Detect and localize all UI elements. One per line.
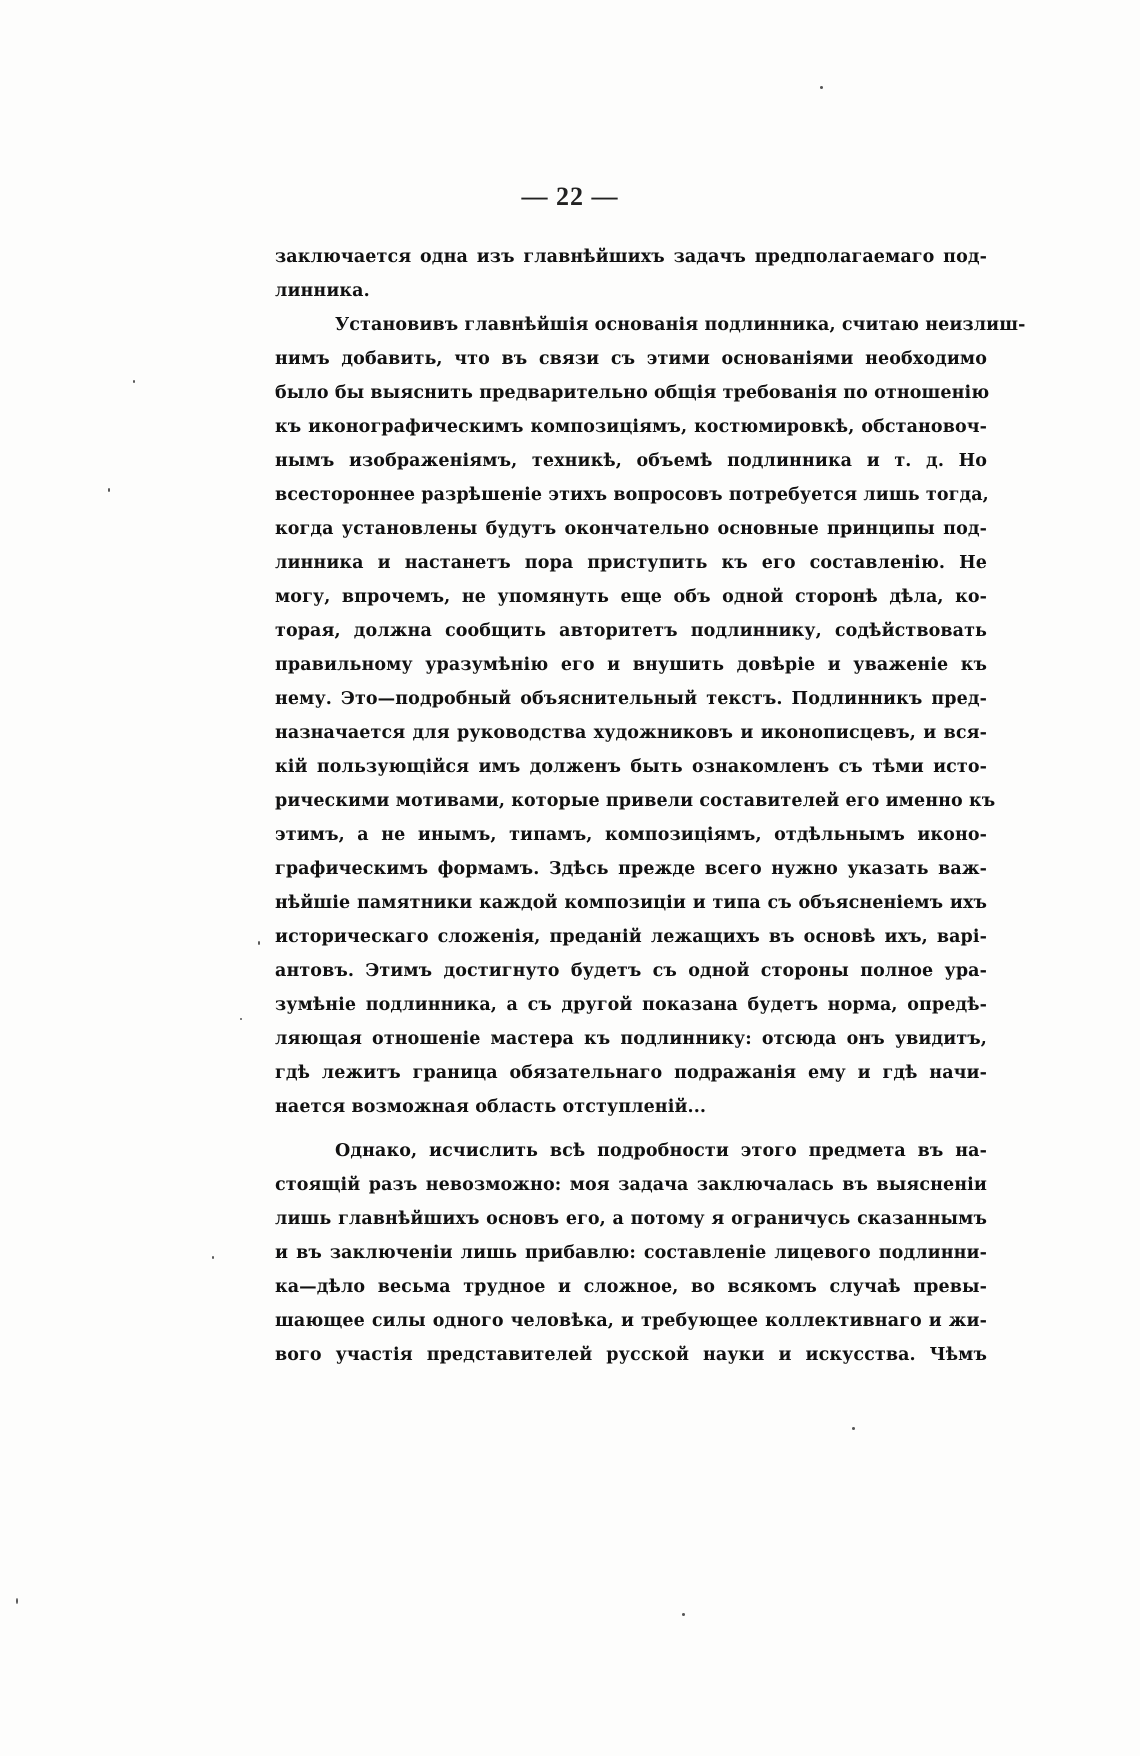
text-line: было бы выяснить предварительно общія требованія по отношенію xyxy=(275,383,990,403)
text-line: когда установлены будутъ окончательно основные принципы под- xyxy=(275,519,987,539)
scan-speck xyxy=(852,1427,855,1430)
text-line: всестороннее разрѣшеніе этихъ вопросовъ потребуется лишь тогда, xyxy=(275,485,989,505)
text-line: нается возможная область отступленій... xyxy=(275,1097,707,1117)
text-line: шающее силы одного человѣка, и требующее коллективнаго и жи- xyxy=(275,1311,987,1331)
page-number: — 22 — xyxy=(521,182,619,211)
text-line: правильному уразумѣнію его и внушить довѣріе и уваженіе къ xyxy=(275,655,987,675)
text-line: зумѣніе подлинника, а съ другой показана будетъ норма, опредѣ- xyxy=(275,995,987,1015)
text-line: гдѣ лежитъ граница обязательнаго подражанія ему и гдѣ начи- xyxy=(275,1063,987,1083)
scan-speck xyxy=(16,1598,18,1604)
text-line: этимъ, а не инымъ, типамъ, композиціямъ, отдѣльнымъ иконо- xyxy=(275,825,987,845)
scan-speck xyxy=(108,488,110,492)
text-line: и въ заключеніи лишь прибавлю: составленіе лицевого подлинни- xyxy=(275,1243,987,1263)
text-line: Установивъ главнѣйшія основанія подлинника, считаю неизлиш- xyxy=(335,315,1026,335)
scan-speck xyxy=(682,1613,685,1616)
text-line: назначается для руководства художниковъ и иконописцевъ, и вся- xyxy=(275,723,987,743)
text-line: ляющая отношеніе мастера къ подлиннику: отсюда онъ увидитъ, xyxy=(275,1029,987,1049)
text-line: вого участія представителей русской науки и искусства. Чѣмъ xyxy=(275,1345,987,1365)
text-line: ка—дѣло весьма трудное и сложное, во всякомъ случаѣ превы- xyxy=(275,1277,987,1297)
scan-speck xyxy=(258,941,260,945)
text-line: нимъ добавить, что въ связи съ этими основаніями необходимо xyxy=(275,349,987,369)
text-line: линника. xyxy=(275,281,370,301)
text-line: Однако, исчислить всѣ подробности этого предмета въ на- xyxy=(335,1141,987,1161)
scan-speck xyxy=(820,86,823,89)
text-line: нымъ изображеніямъ, техникѣ, объемѣ подлинника и т. д. Но xyxy=(275,451,987,471)
scan-speck xyxy=(212,1256,214,1259)
text-line: рическими мотивами, которые привели составителей его именно къ xyxy=(275,791,996,811)
text-line: лишь главнѣйшихъ основъ его, а потому я ограничусь сказаннымъ xyxy=(275,1209,987,1229)
text-line: торая, должна сообщить авторитетъ подлиннику, содѣйствовать xyxy=(275,621,987,641)
scan-speck xyxy=(133,380,135,383)
text-line: линника и настанетъ пора приступить къ его составленію. Не xyxy=(275,553,987,573)
body-text xyxy=(275,240,1026,1372)
paragraph-gap xyxy=(275,1124,987,1134)
scan-speck xyxy=(240,1018,242,1020)
text-line: заключается одна изъ главнѣйшихъ задачъ предполагаемаго под- xyxy=(275,247,987,267)
text-line: историческаго сложенія, преданій лежащихъ въ основѣ ихъ, варі- xyxy=(275,927,987,947)
text-line: нему. Это—подробный объяснительный текстъ. Подлинникъ пред- xyxy=(275,689,987,709)
text-line: кій пользующійся имъ долженъ быть ознакомленъ съ тѣми исто- xyxy=(275,757,987,777)
text-line: къ иконографическимъ композиціямъ, костюмировкѣ, обстановоч- xyxy=(275,417,987,437)
text-line: графическимъ формамъ. Здѣсь прежде всего нужно указать важ- xyxy=(275,859,987,879)
text-line: нѣйшіе памятники каждой композиціи и типа съ объясненіемъ ихъ xyxy=(275,893,987,913)
text-line: антовъ. Этимъ достигнуто будетъ съ одной стороны полное ура- xyxy=(275,961,987,981)
text-line: стоящій разъ невозможно: моя задача заключалась въ выясненіи xyxy=(275,1175,987,1195)
text-line: могу, впрочемъ, не упомянуть еще объ одной сторонѣ дѣла, ко- xyxy=(275,587,987,607)
